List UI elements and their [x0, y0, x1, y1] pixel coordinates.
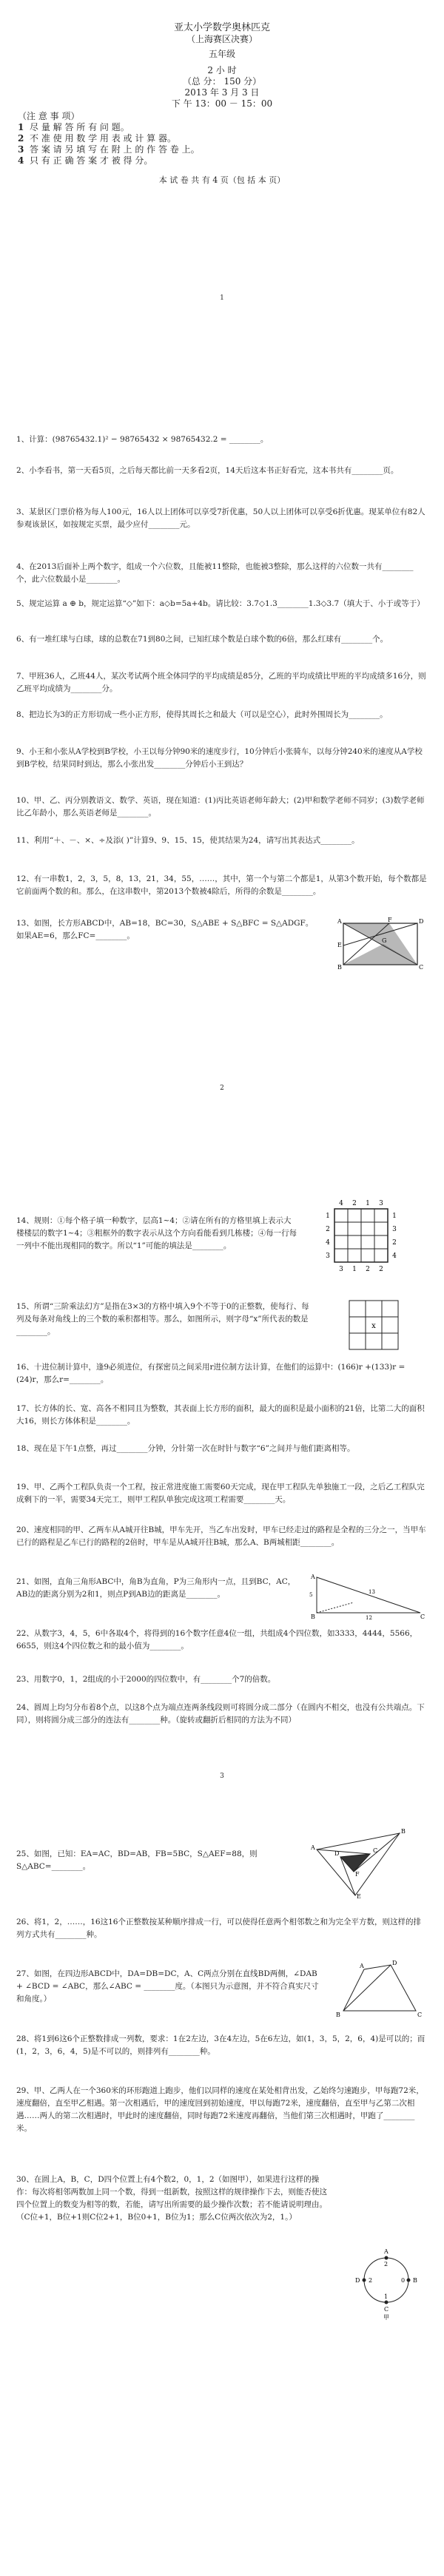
left-clue: 3 [326, 1252, 330, 1260]
question-13: 13、如图，长方形ABCD中，AB=18，BC=30，S△ABE + S△BFC = S△ADGF。如果AE=6，那么FC=________。 [16, 919, 314, 940]
bottom-clue: 3 [339, 1266, 343, 1273]
exam-time: 下 午 13：00 － 15：00 [171, 98, 273, 109]
label-d: D [334, 1850, 340, 1857]
right-clue: 1 [392, 1213, 397, 1220]
top-clue: 3 [379, 1200, 383, 1207]
question-24: 24、圆周上均匀分布着8个点，以这8个点为端点连两条线段则可将圆分成二部分（在圆内不相交，也没有公共端点。下同），则将圆分成三部分的连法有________种。（旋转或翻折后相同的方法为不同） [16, 1703, 425, 1724]
figure-q21-triangle [309, 1573, 428, 1620]
question-19: 19、甲、乙两个工程队负责一个工程，按正常进度施工需要60天完成，现在甲工程队先单独施工一段，之后乙工程队完成剩下的一半，需要34天完工，则甲工程队单独完成这项工程需要________天。 [16, 1483, 425, 1504]
label-d: D [355, 2277, 360, 2284]
label-b: B [413, 2277, 417, 2284]
right-clue: 2 [392, 1239, 397, 1247]
question-18: 18、现在是下午1点整，再过________分钟，分针第一次在时针与数字“6”之间并与他们距离相等。 [16, 1444, 355, 1453]
label-c: C [373, 1847, 378, 1854]
right-clue: 3 [392, 1226, 397, 1233]
question-6: 6、有一堆红球与白球，球的总数在71到80之间，已知红球个数是白球个数的6倍，那么红球有________个。 [16, 635, 388, 644]
label-a: A [311, 1844, 315, 1851]
label-b: B [401, 1828, 406, 1835]
label-b: B [337, 964, 342, 971]
figure-q14-grid [321, 1197, 403, 1280]
exam-date: 2013 年 3 月 3 日 [184, 87, 260, 98]
question-5: 5、规定运算 a ⊕ b，规定运算“◇”如下：a◇b=5a+4b。请比较：3.7◇1.3________1.3◇3.7（填大于、小于或等于） [16, 599, 425, 608]
question-17: 17、长方体的长、宽、高各不相同且为整数，其表面上长方形的面积，最大的面积是最小面积的21倍，比第二大的面积大16，则长方体体积是________。 [16, 1404, 425, 1426]
question-30: 30、在圆上A，B，C，D四个位置上有4个数2，0，1，2（如图甲），如果进行这样的操作：每次将相邻两数加上同一个数，得到一组新数，按照这样的规律操作下去，则能否使这四个位置上的数变为相等的数，若能，请写出所需要的最少操作次数；若不能请说明理由。（C位+1，B位+1则C位2+1，B位0+1，B位为1；那么C位两次依次为2，1。） [16, 2175, 327, 2222]
label-e: E [337, 942, 342, 948]
question-25: 25、如图，已知：EA=AC，BD=AB，FB=5BC，S△AEF=88，则S△ABC=________。 [16, 1850, 258, 1871]
top-clue: 2 [352, 1200, 357, 1207]
label-e: E [357, 1893, 361, 1900]
label-b: B [311, 1614, 315, 1620]
question-20: 20、速度相同的甲、乙两车从A城开往B城，甲车先开，当乙车出发时，甲车已经走过的路程是全程的三分之一，当甲车已行的路程是乙车已行的路程的2倍时，甲车是从A城开往B城，那么A、B两城相距________。 [16, 1525, 426, 1547]
label-f: F [388, 917, 392, 923]
pages-note: 本 试 卷 共 有 4 页（包 括 本 页） [158, 175, 286, 185]
question-2: 2、小李看书，第一天看5页，之后每天都比前一天多看2页，14天后这本书正好看完，这本书共有________页。 [16, 466, 399, 475]
label-d: D [419, 918, 424, 925]
note-item: 3 答 案 请 另 填 写 在 附 上 的 作 答 卷 上。 [18, 144, 200, 155]
note-item: 1 尽 量 解 答 所 有 问 题。 [18, 122, 130, 132]
question-22: 22、从数字3，4，5，6中各取4个，将得到的16个数字任意4位一组，共组成4个四位数，如3333，4444，5566，6655，则这4个四位数之和的最小值为________。 [16, 1629, 418, 1651]
grade-label: 五年级 [208, 49, 235, 59]
question-7: 7、甲班36人，乙班44人，某次考试两个班全体同学的平均成绩是85分，乙班的平均成绩比甲班的平均成绩多16分，则乙班平均成绩为________分。 [16, 672, 426, 693]
value-a: 2 [384, 2261, 388, 2268]
notes-heading: （注 意 事 项） [18, 111, 80, 121]
value-c: 1 [384, 2293, 388, 2300]
top-clue: 1 [366, 1200, 370, 1207]
question-8: 8、把边长为3的正方形切成一些小正方形，使得其周长之和最大（可以是空心），此时外围周长为________。 [16, 710, 388, 719]
label-g: G [382, 937, 387, 944]
label-c: C [419, 964, 424, 971]
label-d: D [392, 1960, 397, 1966]
cell-x: x [371, 1322, 376, 1330]
page-number: 3 [220, 1773, 224, 1780]
question-15: 15、所谓“三阶乘法幻方”是指在3×3的方格中填入9个不等于0的正整数，使每行、每列及每条对角线上的三个数的乘积都相等。那么，如图所示，则字母“x”所代表的数是________。 [16, 1302, 309, 1336]
question-10: 10、甲、乙、丙分别教语文、数学、英语，现在知道：(1)丙比英语老师年龄大；(2)甲和数学老师不同岁；(3)数学老师比乙年龄小，那么英语老师是________。 [16, 796, 425, 817]
label-c: C [417, 2012, 423, 2018]
question-11: 11、利用“＋、－、×、÷及添( )”计算9、9、15、15，使其结果为24，请写出其表达式________。 [16, 836, 360, 845]
label-a: A [311, 1574, 315, 1580]
figure-q30-circle [349, 2246, 423, 2320]
question-12: 12、有一串数1，2，3，5，8，13，21，34，55，……，其中，第一个与第二个都是1，从第3个数开始，每个数都是它前面两个数的和。那么，在这串数中，第2013个数被4除后，所得的余数是________。 [16, 874, 427, 896]
label-b: B [336, 2012, 340, 2018]
exam-subtitle: （上海赛区决赛） [186, 34, 258, 44]
label-12: 12 [366, 1615, 372, 1620]
left-clue: 1 [326, 1213, 330, 1220]
right-clue: 4 [392, 1252, 397, 1260]
question-3: 3、某景区门票价格为每人100元，16人以上团体可以享受7折优惠，50人以上团体可以享受6折优惠。现某单位有82人参观该景区，如按规定买票，最少应付________元。 [16, 508, 426, 529]
question-29: 29、甲、乙两人在一个360米的环形跑道上跑步，他们以同样的速度在某处相背出发，乙始终匀速跑步，甲每跑72米，速度翻倍，直至甲乙相遇。第一次相遇后，甲的速度回到初始速度，甲以每跑72米，速度翻倍，直至甲与乙第二次相遇……两人的第二次相遇时，甲此时的速度翻倍，同时每跑72米速度再翻倍，当他们第三次相遇时，甲跑了________米。 [16, 2086, 424, 2133]
left-clue: 4 [326, 1239, 330, 1247]
question-21: 21、如图，直角三角形ABC中，角B为直角，P为三角形内一点，且到BC，AC，AB边的距离分别为2和1，则点P到AB边的距离是________。 [16, 1577, 296, 1599]
question-9: 9、小王和小张从A学校到B学校，小王以每分钟90米的速度步行，10分钟后小张骑车，以每分钟240米的速度从A学校到B学校，结果同时到达，那么小张出发________分钟后小王到达？ [16, 747, 423, 769]
question-1: 1、计算：(98765432.1)² − 98765432 × 98765432.2 = ________。 [16, 435, 269, 444]
figure-q25-triangle [311, 1827, 422, 1900]
page-number: 1 [220, 294, 224, 302]
top-clue: 4 [339, 1200, 343, 1207]
page-number: 2 [220, 1085, 224, 1092]
question-28: 28、将1到6这6个正整数排成一列数，要求：1在2左边，3在4左边，5在6左边，如(1，3，5，2，6，4)是可以的；而(1，2，3，6，4，5)是不可以的，则排列有________种。 [16, 2034, 426, 2056]
question-27: 27、如图，在四边形ABCD中，DA=DB=DC，A、C两点分别在直线BD两侧，∠DAB + ∠BCD = ∠ABC，那么∠ABC = ________度。（本图只为示意图，并不符合真实尺寸和角度。） [16, 1969, 319, 2003]
question-23: 23、用数字0，1，2组成的小于2000的四位数中，有________个7的倍数。 [16, 1675, 276, 1684]
figure-q27-quadrilateral [334, 1959, 426, 2018]
label-5: 5 [309, 1592, 313, 1598]
note-item: 4 只 有 正 确 答 案 才 被 得 分。 [18, 155, 153, 166]
label-a: A [337, 918, 342, 925]
label-a: A [384, 2248, 388, 2255]
note-item: 2 不 准 使 用 数 学 用 表 或 计 算 器。 [18, 133, 176, 144]
label-13: 13 [369, 1589, 375, 1595]
label-c: C [420, 1614, 426, 1620]
value-d: 2 [369, 2277, 373, 2284]
figure-q15-magic-square [348, 1299, 401, 1352]
label-a: A [360, 1963, 364, 1969]
label-c: C [384, 2306, 389, 2313]
duration: 2 小 时 [207, 65, 237, 75]
notes-block [18, 111, 240, 166]
question-16: 16、十进位制计算中，逢9必须进位，有探密员之间采用r进位制方法计算，在他们的运算中：(166)r +(133)r =(24)r，那么r=________。 [16, 1363, 406, 1384]
total-score: （总 分： 150 分） [182, 76, 262, 87]
left-clue: 2 [326, 1226, 330, 1233]
question-4: 4、在2013后面补上两个数字，组成一个六位数，且能被11整除，也能被3整除，那么这样的六位数一共有________个，此六位数最小是________。 [16, 562, 414, 584]
label-f: F [355, 1871, 360, 1878]
question-26: 26、将1，2，……，16这16个正整数按某种顺序排成一行，可以使得任意两个相邻数之和为完全平方数，则这样的排列方式共有________种。 [16, 1918, 421, 1939]
caption: 甲 [383, 2314, 389, 2320]
value-b: 0 [401, 2277, 406, 2284]
bottom-clue: 2 [379, 1266, 383, 1273]
bottom-clue: 2 [366, 1266, 370, 1273]
bottom-clue: 1 [352, 1266, 357, 1273]
exam-title: 亚太小学数学奥林匹克 [173, 22, 270, 33]
question-14: 14、规则：①每个格子填一种数字，层高1~4；②请在所有的方格里填上表示大楼楼层的数字1~4；③粗框外的数字表示从这个方向看能看到几栋楼；④每一行每一列中不能出现相同的数字。所以“1”可能的填法是________。 [16, 1216, 297, 1250]
figure-q13-rectangle [337, 916, 426, 972]
